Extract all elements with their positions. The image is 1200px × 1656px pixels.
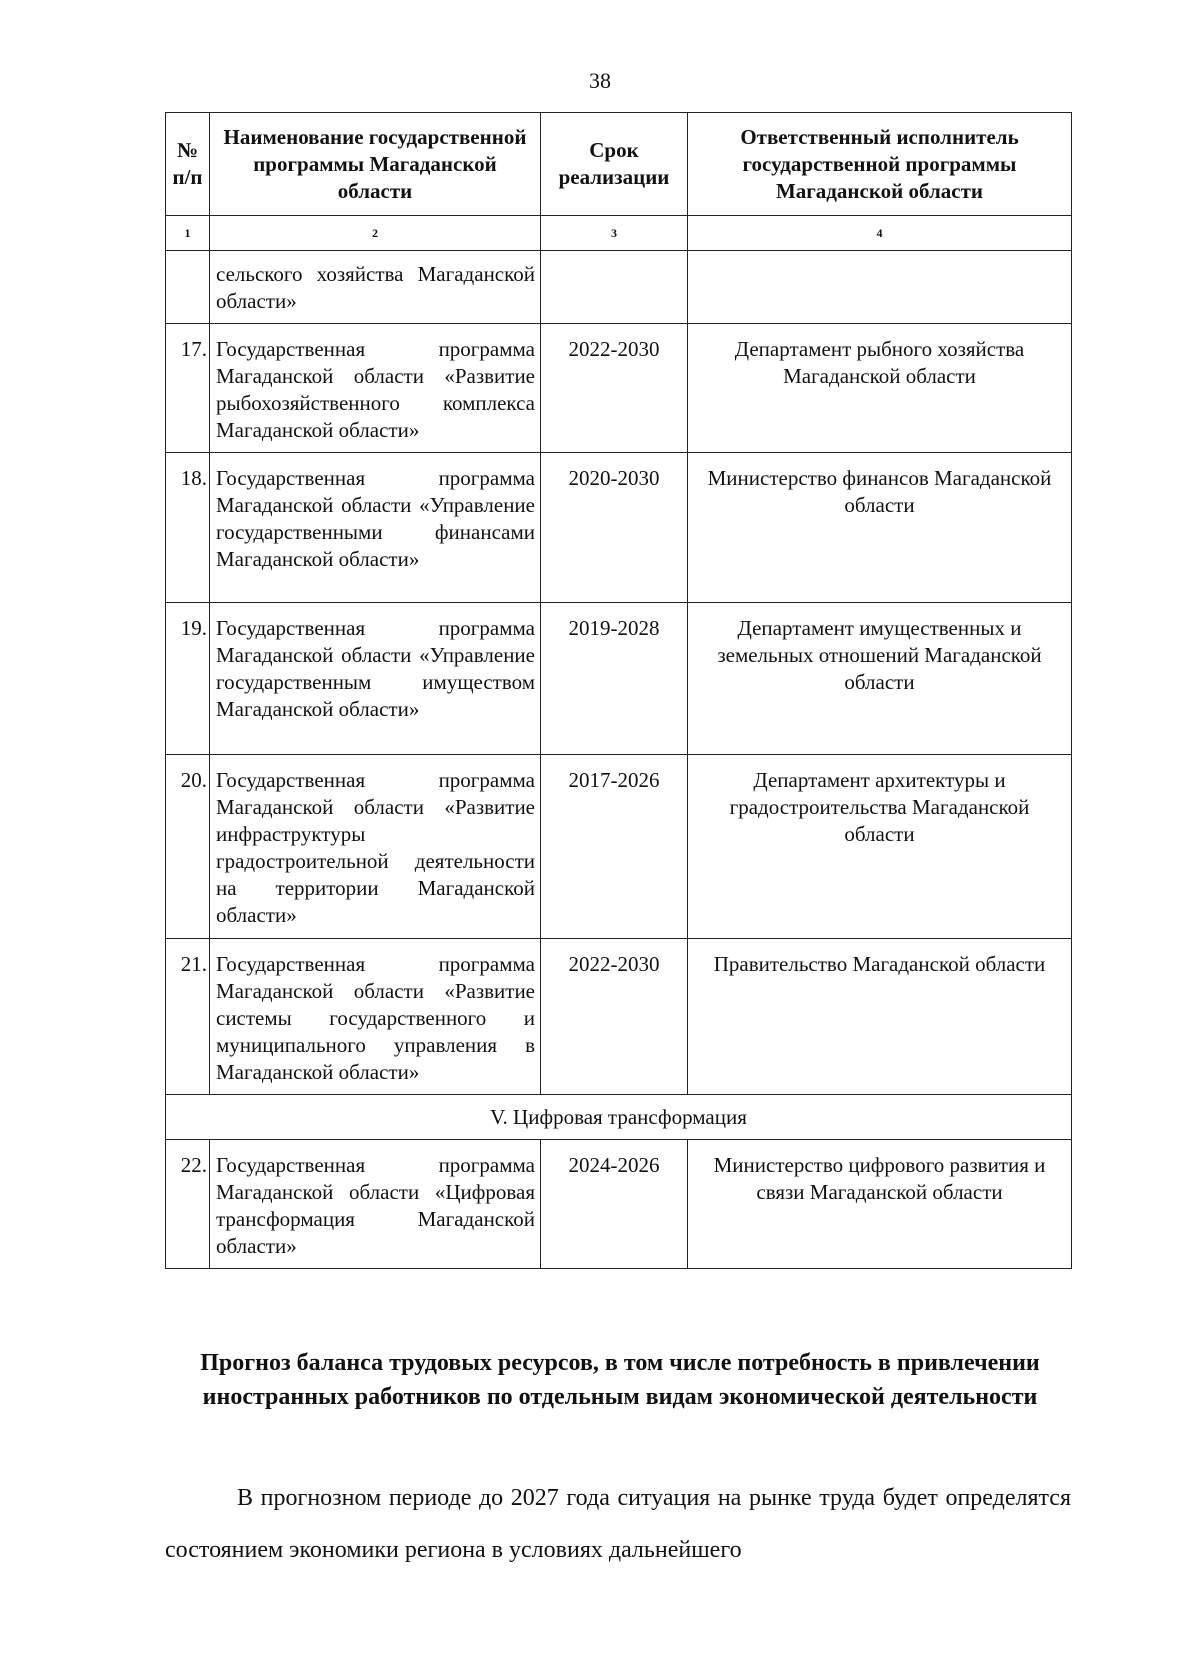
program-responsible: Департамент архитектуры и градостроительства Магаданской области [688,755,1072,939]
row-number: 20. [166,755,210,939]
row-number: 17. [166,324,210,453]
program-period: 2017-2026 [541,755,688,939]
programs-table [165,112,1072,1269]
page-number: 38 [589,68,611,93]
continuation-cell: сельского хозяйства Магаданской области» [210,251,541,324]
program-name: Государственная программа Магаданской области «Развитие системы государственного и муниципального управления в Магаданской области» [210,939,541,1095]
row-number: 21. [166,939,210,1095]
body-text [165,1472,1071,1576]
program-name: Государственная программа Магаданской области «Управление государственным имуществом Магаданской области» [210,603,541,755]
paragraph: В прогнозном периоде до 2027 года ситуация на рынке труда будет определятся состоянием экономики региона в условиях дальнейшего [165,1485,1071,1563]
table-row [166,755,1072,939]
section-row [166,1095,1072,1140]
program-name: Государственная программа Магаданской области «Развитие инфраструктуры градостроительной деятельности на территории Магаданской области» [210,755,541,939]
program-responsible: Министерство цифрового развития и связи Магаданской области [688,1140,1072,1269]
header-program-name: Наименование государственной программы Магаданской области [210,113,541,216]
header-number: № п/п [166,113,210,216]
program-period: 2022-2030 [541,939,688,1095]
row-number: 22. [166,1140,210,1269]
column-number-row [166,216,1072,251]
program-period: 2019-2028 [541,603,688,755]
table-row [166,324,1072,453]
table-row [166,1140,1072,1269]
column-number: 2 [210,216,541,251]
table-row [166,251,1072,324]
header-responsible: Ответственный исполнитель государственной программы Магаданской области [688,113,1072,216]
program-responsible: Департамент имущественных и земельных отношений Магаданской области [688,603,1072,755]
table-header-row [166,113,1072,216]
program-name: Государственная программа Магаданской области «Управление государственными финансами Магаданской области» [210,453,541,603]
row-number: 18. [166,453,210,603]
program-responsible: Министерство финансов Магаданской области [688,453,1072,603]
program-name: Государственная программа Магаданской области «Развитие рыбохозяйственного комплекса Магаданской области» [210,324,541,453]
column-number: 3 [541,216,688,251]
table-row [166,453,1072,603]
program-period: 2022-2030 [541,324,688,453]
header-period: Срок реализации [541,113,688,216]
row-number: 19. [166,603,210,755]
program-name: Государственная программа Магаданской области «Цифровая трансформация Магаданской области» [210,1140,541,1269]
table-row [166,939,1072,1095]
program-responsible: Департамент рыбного хозяйства Магаданской области [688,324,1072,453]
section-title: V. Цифровая трансформация [166,1095,1072,1140]
program-period: 2024-2026 [541,1140,688,1269]
program-responsible: Правительство Магаданской области [688,939,1072,1095]
section-heading: Прогноз баланса трудовых ресурсов, в том числе потребность в привлечении иностранных работников по отдельным видам экономической деятельности [200,1350,1040,1410]
program-period: 2020-2030 [541,453,688,603]
table-row [166,603,1072,755]
column-number: 1 [166,216,210,251]
column-number: 4 [688,216,1072,251]
